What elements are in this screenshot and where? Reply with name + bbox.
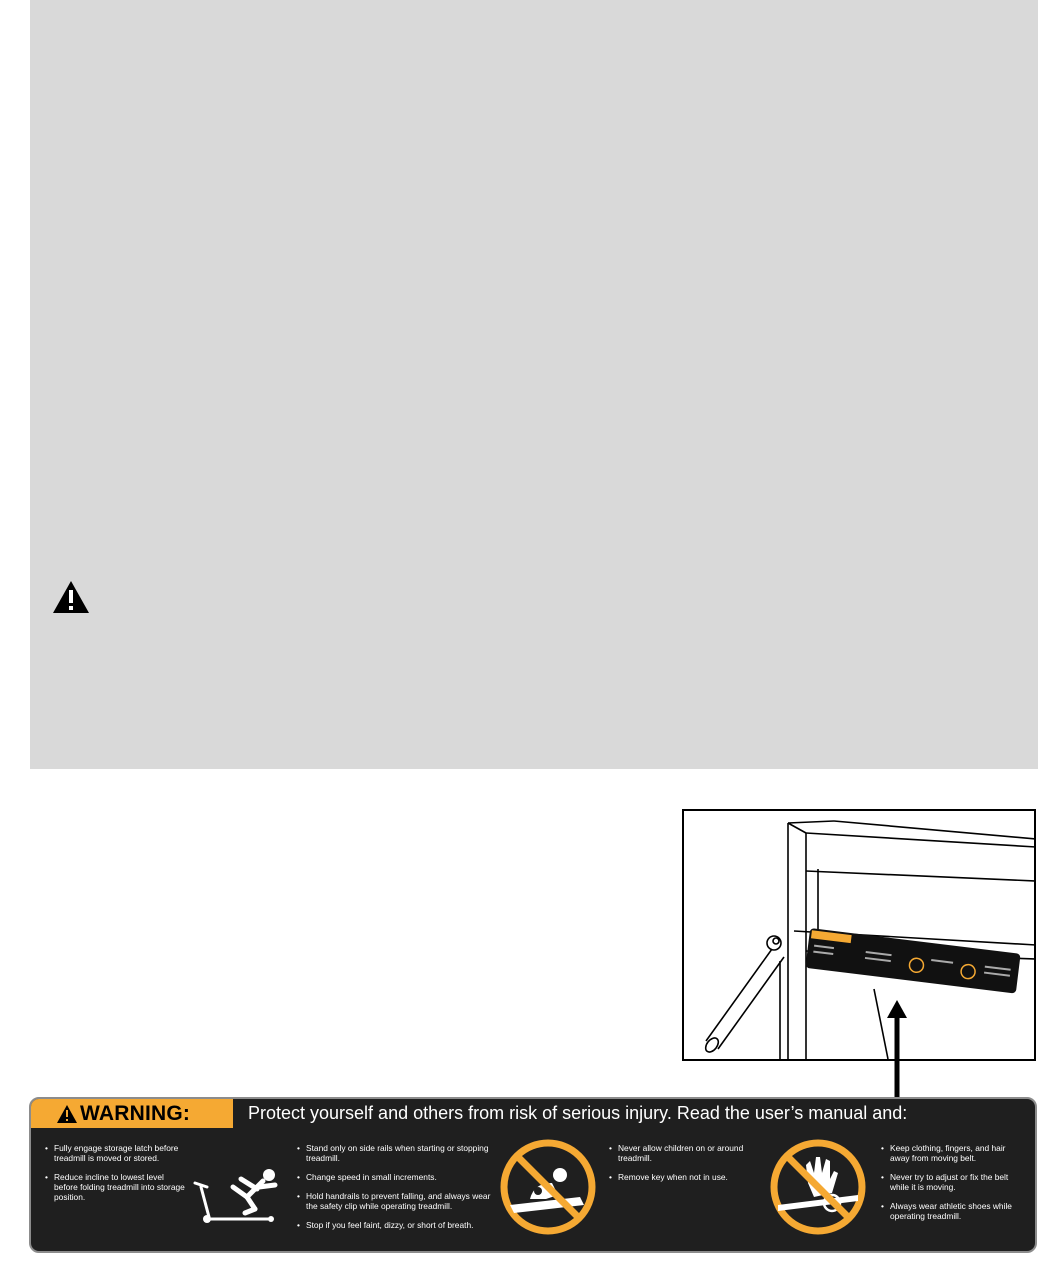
treadmill-illustration xyxy=(682,809,1036,1061)
warning-item: • Reduce incline to lowest level before folding treadmill into storage position. xyxy=(45,1172,185,1202)
warning-item: • Never allow children on or around treadmill. xyxy=(609,1143,749,1163)
warning-item: • Stop if you feel faint, dizzy, or short of breath. xyxy=(297,1220,497,1230)
warning-column-3 xyxy=(609,1143,749,1191)
pointer-arrow xyxy=(886,1000,908,1102)
warning-triangle-icon xyxy=(57,1105,77,1123)
warning-column-1 xyxy=(45,1143,185,1211)
warning-item: • Never try to adjust or fix the belt while it is moving. xyxy=(881,1172,1023,1192)
treadmill-frame-drawing xyxy=(684,811,1034,1059)
warning-item: • Stand only on side rails when starting or stopping treadmill. xyxy=(297,1143,497,1163)
warning-headline: Protect yourself and others from risk of serious injury. Read the user’s manual and: xyxy=(248,1103,908,1123)
treadmill-fall-icon xyxy=(191,1165,281,1225)
warning-item: • Hold handrails to prevent falling, and always wear the safety clip while operating treadmill. xyxy=(297,1191,497,1211)
warning-item: • Always wear athletic shoes while operating treadmill. xyxy=(881,1201,1023,1221)
warning-item: • Change speed in small increments. xyxy=(297,1172,497,1182)
warning-item: • Remove key when not in use. xyxy=(609,1172,749,1182)
caution-icon xyxy=(52,580,90,614)
signal-word: WARNING: xyxy=(80,1101,191,1125)
warning-item: • Fully engage storage latch before treadmill is moved or stored. xyxy=(45,1143,185,1163)
warning-header-tab xyxy=(31,1099,233,1128)
warning-column-2 xyxy=(297,1143,497,1239)
gray-panel xyxy=(30,0,1038,769)
warning-column-4 xyxy=(881,1143,1023,1230)
warning-label xyxy=(29,1097,1037,1253)
no-children-icon xyxy=(500,1139,596,1235)
no-hands-icon xyxy=(770,1139,866,1235)
warning-item: • Keep clothing, fingers, and hair away from moving belt. xyxy=(881,1143,1023,1163)
